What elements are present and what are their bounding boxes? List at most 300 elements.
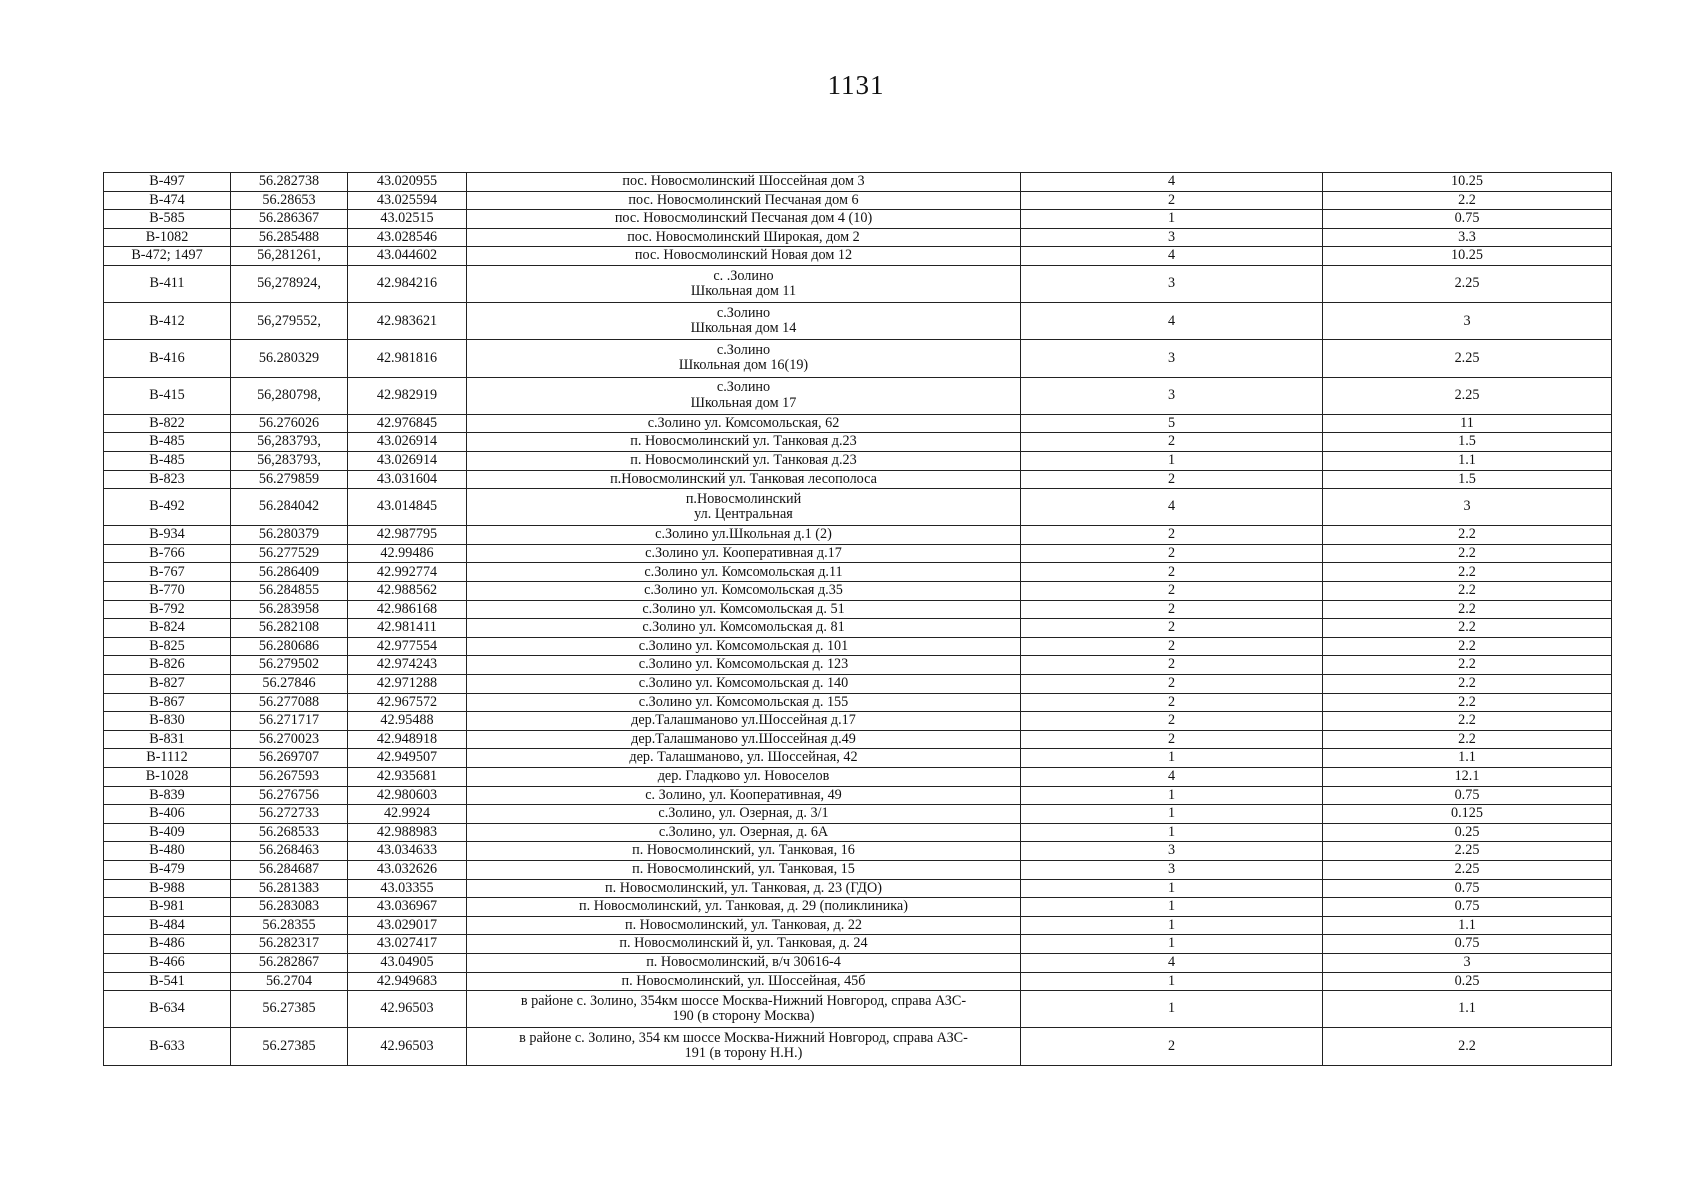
latitude-cell: 56.269707 (231, 749, 348, 768)
count-cell: 1 (1021, 805, 1323, 824)
address-line: дер.Талашманово ул.Шоссейная д.17 (631, 712, 856, 729)
id-cell: В-585 (104, 210, 231, 229)
table-row (104, 210, 1612, 229)
address-line: с.Золино ул. Комсомольская д. 101 (638, 637, 849, 654)
id-cell: В-633 (104, 1028, 231, 1065)
address-line-2: Школьная дом 16(19) (678, 357, 809, 374)
longitude-cell: 43.031604 (348, 470, 467, 489)
id-cell: В-824 (104, 619, 231, 638)
volume-cell: 2.2 (1323, 675, 1612, 694)
volume-cell: 2.25 (1323, 842, 1612, 861)
count-cell: 1 (1021, 991, 1323, 1028)
volume-cell: 0.75 (1323, 898, 1612, 917)
id-cell: В-411 (104, 265, 231, 302)
count-cell: 2 (1021, 637, 1323, 656)
latitude-cell: 56.282738 (231, 173, 348, 192)
count-cell: 3 (1021, 842, 1323, 861)
longitude-cell: 42.981411 (348, 619, 467, 638)
id-cell: В-474 (104, 191, 231, 210)
volume-cell: 2.2 (1323, 191, 1612, 210)
id-cell: В-416 (104, 340, 231, 377)
table-row (104, 786, 1612, 805)
table-row (104, 526, 1612, 545)
latitude-cell: 56.276026 (231, 414, 348, 433)
address-line: с.Золино ул. Комсомольская д. 51 (642, 600, 845, 617)
address-cell (467, 582, 1021, 601)
count-cell: 2 (1021, 693, 1323, 712)
table-row (104, 414, 1612, 433)
address-line-2: Школьная дом 14 (690, 320, 797, 337)
count-cell: 1 (1021, 898, 1323, 917)
volume-cell: 10.25 (1323, 247, 1612, 266)
id-cell: В-825 (104, 637, 231, 656)
id-cell: В-492 (104, 489, 231, 526)
volume-cell: 0.125 (1323, 805, 1612, 824)
volume-cell: 3 (1323, 953, 1612, 972)
address-line: с.Золино, ул. Озерная, д. 6А (658, 823, 829, 840)
address-cell (467, 1028, 1021, 1065)
latitude-cell: 56.280329 (231, 340, 348, 377)
latitude-cell: 56,278924, (231, 265, 348, 302)
longitude-cell: 42.986168 (348, 600, 467, 619)
latitude-cell: 56,283793, (231, 451, 348, 470)
address-line: с.Золино (716, 304, 771, 321)
table-row (104, 935, 1612, 954)
volume-cell: 2.2 (1323, 526, 1612, 545)
address-line: с.Золино (716, 341, 771, 358)
volume-cell: 2.2 (1323, 544, 1612, 563)
latitude-cell: 56.2704 (231, 972, 348, 991)
table-row (104, 972, 1612, 991)
count-cell: 3 (1021, 860, 1323, 879)
address-cell (467, 749, 1021, 768)
latitude-cell: 56.283958 (231, 600, 348, 619)
id-cell: В-770 (104, 582, 231, 601)
id-cell: В-822 (104, 414, 231, 433)
address-line: с.Золино, ул. Озерная, д. 3/1 (658, 805, 829, 822)
id-cell: В-541 (104, 972, 231, 991)
address-cell (467, 823, 1021, 842)
latitude-cell: 56.279859 (231, 470, 348, 489)
latitude-cell: 56.284687 (231, 860, 348, 879)
table-row (104, 451, 1612, 470)
address-line: пос. Новосмолинский Новая дом 12 (634, 247, 853, 264)
volume-cell: 3.3 (1323, 228, 1612, 247)
volume-cell: 2.25 (1323, 377, 1612, 414)
address-line: пос. Новосмолинский Широкая, дом 2 (627, 228, 860, 245)
count-cell: 4 (1021, 173, 1323, 192)
id-cell: В-486 (104, 935, 231, 954)
latitude-cell: 56.27385 (231, 991, 348, 1028)
count-cell: 2 (1021, 470, 1323, 489)
id-cell: В-485 (104, 433, 231, 452)
longitude-cell: 42.988983 (348, 823, 467, 842)
latitude-cell: 56.284042 (231, 489, 348, 526)
longitude-cell: 42.948918 (348, 730, 467, 749)
latitude-cell: 56.279502 (231, 656, 348, 675)
latitude-cell: 56.28355 (231, 916, 348, 935)
address-line: пос. Новосмолинский Песчаная дом 4 (10) (614, 210, 873, 227)
address-cell (467, 414, 1021, 433)
id-cell: В-634 (104, 991, 231, 1028)
address-line: п. Новосмолинский, ул. Шоссейная, 45б (621, 972, 866, 989)
longitude-cell: 42.983621 (348, 303, 467, 340)
id-cell: В-767 (104, 563, 231, 582)
latitude-cell: 56.282867 (231, 953, 348, 972)
address-line: с.Золино ул.Школьная д.1 (2) (655, 526, 832, 543)
address-line: п.Новосмолинский (685, 490, 802, 507)
latitude-cell: 56.285488 (231, 228, 348, 247)
table-row (104, 600, 1612, 619)
address-cell (467, 526, 1021, 545)
table-row (104, 991, 1612, 1028)
longitude-cell: 42.9924 (348, 805, 467, 824)
count-cell: 3 (1021, 265, 1323, 302)
count-cell: 3 (1021, 340, 1323, 377)
count-cell: 2 (1021, 526, 1323, 545)
address-line: пос. Новосмолинский Песчаная дом 6 (628, 191, 859, 208)
address-line-2: Школьная дом 17 (690, 394, 797, 411)
latitude-cell: 56.276756 (231, 786, 348, 805)
address-cell (467, 953, 1021, 972)
longitude-cell: 42.96503 (348, 991, 467, 1028)
id-cell: В-988 (104, 879, 231, 898)
address-line: п. Новосмолинский, ул. Танковая, д. 23 (ГДО) (605, 879, 882, 896)
address-cell (467, 265, 1021, 302)
table-row (104, 377, 1612, 414)
count-cell: 4 (1021, 953, 1323, 972)
address-line: дер. Гладково ул. Новоселов (657, 768, 830, 785)
id-cell: В-412 (104, 303, 231, 340)
address-cell (467, 619, 1021, 638)
longitude-cell: 42.99486 (348, 544, 467, 563)
data-table (103, 172, 1612, 1066)
id-cell: В-415 (104, 377, 231, 414)
address-line: п. Новосмолинский й, ул. Танковая, д. 24 (619, 935, 868, 952)
table-row (104, 730, 1612, 749)
longitude-cell: 42.949683 (348, 972, 467, 991)
address-cell (467, 675, 1021, 694)
id-cell: В-792 (104, 600, 231, 619)
longitude-cell: 43.020955 (348, 173, 467, 192)
longitude-cell: 43.04905 (348, 953, 467, 972)
table-row (104, 860, 1612, 879)
count-cell: 1 (1021, 879, 1323, 898)
volume-cell: 2.25 (1323, 265, 1612, 302)
id-cell: В-981 (104, 898, 231, 917)
address-cell (467, 173, 1021, 192)
address-line: п. Новосмолинский, ул. Танковая, 15 (632, 861, 855, 878)
longitude-cell: 42.981816 (348, 340, 467, 377)
longitude-cell: 42.977554 (348, 637, 467, 656)
table-row (104, 637, 1612, 656)
longitude-cell: 42.96503 (348, 1028, 467, 1065)
count-cell: 1 (1021, 935, 1323, 954)
latitude-cell: 56.277529 (231, 544, 348, 563)
id-cell: В-1082 (104, 228, 231, 247)
address-cell (467, 935, 1021, 954)
address-cell (467, 191, 1021, 210)
address-line: с.Золино ул. Комсомольская д. 140 (638, 675, 849, 692)
latitude-cell: 56.272733 (231, 805, 348, 824)
address-line: с.Золино ул. Комсомольская д.11 (644, 563, 843, 580)
id-cell: В-479 (104, 860, 231, 879)
address-cell (467, 768, 1021, 787)
table-row (104, 173, 1612, 192)
table-row (104, 303, 1612, 340)
id-cell: В-485 (104, 451, 231, 470)
address-line: п. Новосмолинский, ул. Танковая, 16 (632, 842, 855, 859)
address-cell (467, 377, 1021, 414)
address-cell (467, 730, 1021, 749)
latitude-cell: 56.284855 (231, 582, 348, 601)
page-number: 1131 (827, 70, 885, 100)
count-cell: 2 (1021, 544, 1323, 563)
id-cell: В-409 (104, 823, 231, 842)
longitude-cell: 43.027417 (348, 935, 467, 954)
latitude-cell: 56.280686 (231, 637, 348, 656)
count-cell: 1 (1021, 916, 1323, 935)
address-line: с.Золино ул. Комсомольская д. 155 (638, 693, 849, 710)
table-row (104, 544, 1612, 563)
address-line: п. Новосмолинский, ул. Танковая, д. 22 (624, 916, 863, 933)
volume-cell: 11 (1323, 414, 1612, 433)
volume-cell: 0.25 (1323, 823, 1612, 842)
address-cell (467, 693, 1021, 712)
id-cell: В-466 (104, 953, 231, 972)
address-line: с. .Золино (713, 267, 774, 284)
address-line: с.Золино ул. Кооперативная д.17 (645, 544, 842, 561)
longitude-cell: 42.935681 (348, 768, 467, 787)
latitude-cell: 56,283793, (231, 433, 348, 452)
count-cell: 2 (1021, 730, 1323, 749)
id-cell: В-766 (104, 544, 231, 563)
table-row (104, 247, 1612, 266)
count-cell: 4 (1021, 768, 1323, 787)
id-cell: В-827 (104, 675, 231, 694)
address-line-2: Школьная дом 11 (690, 283, 797, 300)
table-row (104, 768, 1612, 787)
volume-cell: 1.1 (1323, 451, 1612, 470)
address-cell (467, 210, 1021, 229)
count-cell: 2 (1021, 656, 1323, 675)
address-cell (467, 433, 1021, 452)
table-row (104, 228, 1612, 247)
volume-cell: 2.25 (1323, 340, 1612, 377)
table-row (104, 953, 1612, 972)
id-cell: В-480 (104, 842, 231, 861)
volume-cell: 1.1 (1323, 916, 1612, 935)
table-row (104, 879, 1612, 898)
longitude-cell: 42.984216 (348, 265, 467, 302)
volume-cell: 1.5 (1323, 433, 1612, 452)
longitude-cell: 43.032626 (348, 860, 467, 879)
table-row (104, 693, 1612, 712)
latitude-cell: 56.277088 (231, 693, 348, 712)
longitude-cell: 42.987795 (348, 526, 467, 545)
address-line-2: ул. Центральная (694, 506, 793, 523)
count-cell: 2 (1021, 563, 1323, 582)
latitude-cell: 56.280379 (231, 526, 348, 545)
count-cell: 4 (1021, 247, 1323, 266)
longitude-cell: 42.976845 (348, 414, 467, 433)
table-row (104, 749, 1612, 768)
address-line: с.Золино ул. Комсомольская д.35 (644, 582, 843, 599)
id-cell: В-831 (104, 730, 231, 749)
count-cell: 1 (1021, 786, 1323, 805)
count-cell: 1 (1021, 749, 1323, 768)
id-cell: В-497 (104, 173, 231, 192)
address-line: с. Золино, ул. Кооперативная, 49 (645, 786, 842, 803)
address-cell (467, 228, 1021, 247)
volume-cell: 0.75 (1323, 935, 1612, 954)
volume-cell: 0.75 (1323, 786, 1612, 805)
count-cell: 2 (1021, 433, 1323, 452)
address-cell (467, 786, 1021, 805)
table-row (104, 433, 1612, 452)
address-line: с.Золино ул. Комсомольская д. 81 (642, 619, 845, 636)
volume-cell: 2.2 (1323, 712, 1612, 731)
volume-cell: 1.1 (1323, 749, 1612, 768)
volume-cell: 3 (1323, 303, 1612, 340)
address-line-2: 190 (в сторону Москва) (672, 1008, 815, 1025)
id-cell: В-826 (104, 656, 231, 675)
id-cell: В-472; 1497 (104, 247, 231, 266)
address-line: с.Золино ул. Комсомольская д. 123 (638, 656, 849, 673)
volume-cell: 2.2 (1323, 693, 1612, 712)
longitude-cell: 43.028546 (348, 228, 467, 247)
count-cell: 5 (1021, 414, 1323, 433)
table-row (104, 470, 1612, 489)
longitude-cell: 43.014845 (348, 489, 467, 526)
address-cell (467, 898, 1021, 917)
table-row (104, 675, 1612, 694)
longitude-cell: 42.95488 (348, 712, 467, 731)
latitude-cell: 56.268463 (231, 842, 348, 861)
address-cell (467, 842, 1021, 861)
longitude-cell: 42.971288 (348, 675, 467, 694)
address-cell (467, 805, 1021, 824)
volume-cell: 0.25 (1323, 972, 1612, 991)
volume-cell: 2.2 (1323, 582, 1612, 601)
volume-cell: 2.2 (1323, 730, 1612, 749)
count-cell: 2 (1021, 582, 1323, 601)
id-cell: В-830 (104, 712, 231, 731)
volume-cell: 2.2 (1323, 600, 1612, 619)
address-cell (467, 712, 1021, 731)
table-row (104, 823, 1612, 842)
table-row (104, 489, 1612, 526)
count-cell: 1 (1021, 972, 1323, 991)
latitude-cell: 56.27385 (231, 1028, 348, 1065)
address-cell (467, 563, 1021, 582)
table-row (104, 265, 1612, 302)
address-line: в районе с. Золино, 354 км шоссе Москва-Нижний Новгород, справа АЗС- (519, 1029, 968, 1046)
volume-cell: 2.2 (1323, 563, 1612, 582)
volume-cell: 3 (1323, 489, 1612, 526)
count-cell: 3 (1021, 228, 1323, 247)
address-line: пос. Новосмолинский Шоссейная дом 3 (622, 173, 865, 190)
count-cell: 3 (1021, 377, 1323, 414)
longitude-cell: 43.034633 (348, 842, 467, 861)
id-cell: В-484 (104, 916, 231, 935)
address-line: п. Новосмолинский, ул. Танковая, д. 29 (поликлиника) (579, 898, 908, 915)
longitude-cell: 42.992774 (348, 563, 467, 582)
address-cell (467, 451, 1021, 470)
table-row (104, 582, 1612, 601)
latitude-cell: 56.282108 (231, 619, 348, 638)
longitude-cell: 43.025594 (348, 191, 467, 210)
latitude-cell: 56.282317 (231, 935, 348, 954)
longitude-cell: 43.029017 (348, 916, 467, 935)
longitude-cell: 43.026914 (348, 451, 467, 470)
id-cell: В-1112 (104, 749, 231, 768)
latitude-cell: 56,280798, (231, 377, 348, 414)
longitude-cell: 43.03355 (348, 879, 467, 898)
longitude-cell: 42.982919 (348, 377, 467, 414)
address-cell (467, 656, 1021, 675)
count-cell: 2 (1021, 600, 1323, 619)
latitude-cell: 56.271717 (231, 712, 348, 731)
address-cell (467, 303, 1021, 340)
address-line: дер. Талашманово, ул. Шоссейная, 42 (629, 749, 858, 766)
longitude-cell: 42.949507 (348, 749, 467, 768)
volume-cell: 2.2 (1323, 619, 1612, 638)
latitude-cell: 56.286409 (231, 563, 348, 582)
address-line-2: 191 (в торону Н.Н.) (684, 1045, 803, 1062)
address-cell (467, 340, 1021, 377)
volume-cell: 2.25 (1323, 860, 1612, 879)
table-row (104, 916, 1612, 935)
address-cell (467, 972, 1021, 991)
table-body (104, 173, 1612, 1066)
volume-cell: 10.25 (1323, 173, 1612, 192)
volume-cell: 2.2 (1323, 656, 1612, 675)
longitude-cell: 43.036967 (348, 898, 467, 917)
latitude-cell: 56.281383 (231, 879, 348, 898)
address-cell (467, 637, 1021, 656)
address-cell (467, 916, 1021, 935)
volume-cell: 2.2 (1323, 1028, 1612, 1065)
address-cell (467, 489, 1021, 526)
longitude-cell: 42.988562 (348, 582, 467, 601)
table-row (104, 712, 1612, 731)
table-row (104, 563, 1612, 582)
latitude-cell: 56,281261, (231, 247, 348, 266)
longitude-cell: 42.967572 (348, 693, 467, 712)
table-row (104, 805, 1612, 824)
count-cell: 2 (1021, 619, 1323, 638)
latitude-cell: 56.28653 (231, 191, 348, 210)
latitude-cell: 56.283083 (231, 898, 348, 917)
latitude-cell: 56.268533 (231, 823, 348, 842)
count-cell: 1 (1021, 451, 1323, 470)
address-line: п. Новосмолинский, в/ч 30616-4 (646, 953, 841, 970)
id-cell: В-934 (104, 526, 231, 545)
address-line: с.Золино ул. Комсомольская, 62 (647, 414, 840, 431)
volume-cell: 12.1 (1323, 768, 1612, 787)
count-cell: 1 (1021, 210, 1323, 229)
longitude-cell: 43.02515 (348, 210, 467, 229)
volume-cell: 1.5 (1323, 470, 1612, 489)
address-line: в районе с. Золино, 354км шоссе Москва-Нижний Новгород, справа АЗС- (520, 992, 967, 1009)
table-row (104, 898, 1612, 917)
longitude-cell: 42.974243 (348, 656, 467, 675)
table-row (104, 1028, 1612, 1065)
address-cell (467, 600, 1021, 619)
latitude-cell: 56.27846 (231, 675, 348, 694)
count-cell: 2 (1021, 675, 1323, 694)
